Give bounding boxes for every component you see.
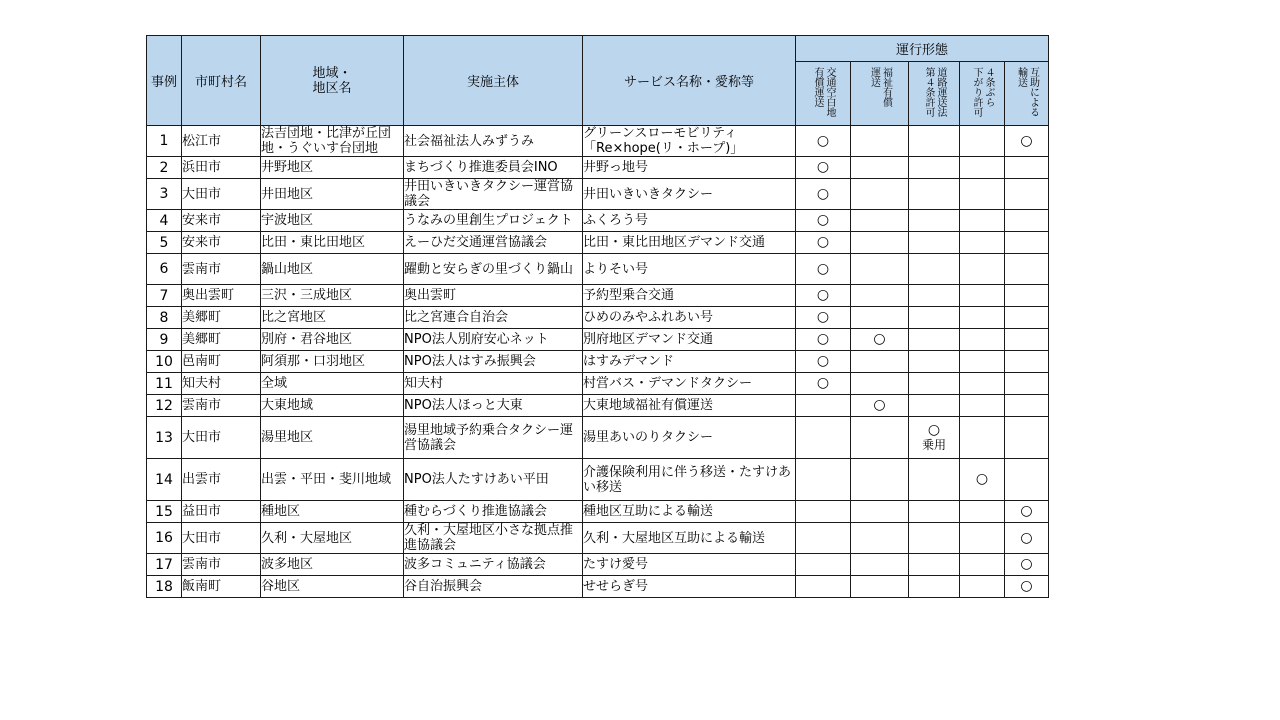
- row-mode-2-mark: [851, 576, 909, 598]
- row-mode-3-mark: [909, 395, 960, 417]
- row-municipality: 安来市: [182, 210, 261, 232]
- row-mode-2-mark: [851, 126, 909, 157]
- row-mode-2-mark: [851, 157, 909, 179]
- row-operator: NPO法人ほっと大東: [404, 395, 583, 417]
- row-mode-5-mark: [1005, 157, 1049, 179]
- mark-circle: ○: [816, 353, 830, 369]
- header-mode-1-col2: 有償運送: [812, 66, 823, 107]
- table-row: [147, 254, 1049, 285]
- mark-circle: ○: [816, 212, 830, 228]
- row-mode-1-mark: [796, 254, 851, 285]
- header-mode-2-col1: 福祉有償: [880, 66, 892, 107]
- row-mode-1-mark: [796, 373, 851, 395]
- row-mode-4-mark: [960, 210, 1005, 232]
- row-mode-2-mark: [851, 285, 909, 307]
- row-area: 久利・大屋地区: [261, 523, 404, 554]
- mark-circle: ○: [1020, 578, 1033, 594]
- row-mode-4-mark: [960, 395, 1005, 417]
- table-row: [147, 179, 1049, 210]
- row-mode-1-mark: [796, 351, 851, 373]
- row-number: 13: [147, 417, 182, 459]
- row-service: 大東地域福祉有償運送: [583, 395, 796, 417]
- mark-circle: ○: [816, 185, 830, 202]
- row-mode-5-mark: [1005, 523, 1049, 554]
- row-area: 三沢・三成地区: [261, 285, 404, 307]
- row-operator: NPO法人別府安心ネット: [404, 329, 583, 351]
- row-service: 予約型乗合交通: [583, 285, 796, 307]
- header-service: サービス名称・愛称等: [583, 36, 796, 126]
- row-mode-3-mark: [909, 307, 960, 329]
- row-mode-4-mark: [960, 459, 1005, 501]
- row-service: 井田いきいきタクシー: [583, 179, 796, 210]
- row-mode-5-mark: [1005, 576, 1049, 598]
- row-mode-5-mark: [1005, 307, 1049, 329]
- row-mode-4-mark: [960, 285, 1005, 307]
- row-mode-4-mark: [960, 329, 1005, 351]
- header-mode-5: [1005, 62, 1049, 126]
- row-mode-2-mark: [851, 554, 909, 576]
- row-number: 12: [147, 395, 182, 417]
- row-mode-1-mark: [796, 523, 851, 554]
- row-mode-5-mark: [1005, 254, 1049, 285]
- row-mode-2-mark: [851, 373, 909, 395]
- row-mode-2-mark: [851, 210, 909, 232]
- row-mode-5-mark: [1005, 417, 1049, 459]
- header-area-line2: 地区名: [312, 80, 352, 96]
- row-mode-4-mark: [960, 417, 1005, 459]
- header-area-line1: 地域・: [312, 65, 352, 81]
- row-operator: 久利・大屋地区小さな拠点推進協議会: [404, 523, 583, 554]
- row-mode-3-mark: [909, 232, 960, 254]
- row-area: 比之宮地区: [261, 307, 404, 329]
- table-row: [147, 329, 1049, 351]
- row-mode-5-mark: [1005, 395, 1049, 417]
- row-area: 井野地区: [261, 157, 404, 179]
- mark-circle: ○: [816, 132, 830, 149]
- header-example: 事例: [147, 36, 182, 126]
- row-municipality: 雲南市: [182, 554, 261, 576]
- row-mode-2-mark: [851, 417, 909, 459]
- row-mode-1-mark: [796, 501, 851, 523]
- row-mode-5-mark: [1005, 501, 1049, 523]
- row-operator: 湯里地域予約乗合タクシー運営協議会: [404, 417, 583, 459]
- row-operator: 躍動と安らぎの里づくり鍋山: [404, 254, 583, 285]
- row-operator: えーひだ交通運営協議会: [404, 232, 583, 254]
- row-operator: うなみの里創生プロジェクト: [404, 210, 583, 232]
- header-mode-3-col1: 道路運送法: [935, 66, 946, 117]
- row-area: 種地区: [261, 501, 404, 523]
- row-mode-1-mark: [796, 126, 851, 157]
- mark-circle: ○: [816, 287, 830, 303]
- row-mode-2-mark: [851, 459, 909, 501]
- row-mode-1-mark: [796, 179, 851, 210]
- row-operator: NPO法人たすけあい平田: [404, 459, 583, 501]
- header-mode-1-col1: 交通空白地: [824, 66, 835, 117]
- row-mode-5-mark: [1005, 232, 1049, 254]
- row-area: 湯里地区: [261, 417, 404, 459]
- row-number: 7: [147, 285, 182, 307]
- row-municipality: 飯南町: [182, 576, 261, 598]
- table-row: [147, 351, 1049, 373]
- row-mode-5-mark: [1005, 285, 1049, 307]
- row-mode-3-mark: [909, 459, 960, 501]
- row-municipality: 大田市: [182, 417, 261, 459]
- row-area: 全域: [261, 373, 404, 395]
- row-mode-3-mark: [909, 329, 960, 351]
- row-operator: 知夫村: [404, 373, 583, 395]
- row-area: 別府・君谷地区: [261, 329, 404, 351]
- header-mode-5-col2: 輸送: [1015, 66, 1027, 87]
- row-mode-2-mark: [851, 307, 909, 329]
- row-operator: 谷自治振興会: [404, 576, 583, 598]
- row-number: 9: [147, 329, 182, 351]
- row-area: 比田・東比田地区: [261, 232, 404, 254]
- row-municipality: 雲南市: [182, 395, 261, 417]
- table-row: [147, 417, 1049, 459]
- row-service: 比田・東比田地区デマンド交通: [583, 232, 796, 254]
- mark-circle: ○: [816, 309, 830, 325]
- row-mode-2-mark: [851, 179, 909, 210]
- mark-circle: ○: [1020, 529, 1033, 546]
- row-mode-3-mark: [909, 157, 960, 179]
- row-operator: 奥出雲町: [404, 285, 583, 307]
- row-mode-2-mark: [851, 351, 909, 373]
- row-mode-2-mark: [851, 501, 909, 523]
- row-mode-4-mark: [960, 373, 1005, 395]
- row-mode-5-mark: [1005, 373, 1049, 395]
- row-service: せせらぎ号: [583, 576, 796, 598]
- cases-table: [146, 35, 1049, 598]
- row-mode-2-mark: [851, 329, 909, 351]
- row-number: 11: [147, 373, 182, 395]
- header-operation-mode: 運行形態: [796, 36, 1049, 62]
- mark-circle: ○: [927, 421, 941, 438]
- row-mode-3-mark: [909, 373, 960, 395]
- header-mode-4: [960, 62, 1005, 126]
- row-mode-3-mark: [909, 417, 960, 459]
- header-mode-3: [909, 62, 960, 126]
- header-mode-3-col2: 第４条許可: [923, 66, 934, 117]
- mark-circle: ○: [873, 397, 886, 413]
- table-row: [147, 285, 1049, 307]
- row-mode-1-mark: [796, 285, 851, 307]
- row-mode-3-mark: [909, 501, 960, 523]
- mark-circle: ○: [816, 331, 830, 347]
- row-mode-4-mark: [960, 523, 1005, 554]
- row-mode-2-mark: [851, 232, 909, 254]
- row-mode-4-mark: [960, 254, 1005, 285]
- row-mode-3-mark: [909, 210, 960, 232]
- row-mode-1-mark: [796, 157, 851, 179]
- table-row: [147, 126, 1049, 157]
- header-mode-4-col1: ４条ぶら: [983, 66, 994, 107]
- table-row: [147, 157, 1049, 179]
- row-area: 大東地域: [261, 395, 404, 417]
- row-mode-3-mark: [909, 554, 960, 576]
- row-mode-3-mark: [909, 351, 960, 373]
- row-mode-1-mark: [796, 232, 851, 254]
- row-number: 10: [147, 351, 182, 373]
- row-service: たすけ愛号: [583, 554, 796, 576]
- row-service: よりそい号: [583, 254, 796, 285]
- row-mode-1-mark: [796, 417, 851, 459]
- header-mode-2: [851, 62, 909, 126]
- row-municipality: 奥出雲町: [182, 285, 261, 307]
- header-municipality: 市町村名: [182, 36, 261, 126]
- table-row: [147, 395, 1049, 417]
- row-mode-4-mark: [960, 179, 1005, 210]
- row-service: 村営バス・デマンドタクシー: [583, 373, 796, 395]
- row-municipality: 益田市: [182, 501, 261, 523]
- row-area: 井田地区: [261, 179, 404, 210]
- row-municipality: 安来市: [182, 232, 261, 254]
- row-number: 17: [147, 554, 182, 576]
- row-mode-4-mark: [960, 554, 1005, 576]
- row-mode-5-mark: [1005, 126, 1049, 157]
- mark-circle: ○: [816, 260, 830, 277]
- table-row: [147, 373, 1049, 395]
- row-number: 6: [147, 254, 182, 285]
- row-municipality: 出雲市: [182, 459, 261, 501]
- mark-circle: ○: [1020, 503, 1033, 519]
- mark-circle: ○: [1020, 556, 1033, 572]
- row-operator: NPO法人はすみ振興会: [404, 351, 583, 373]
- row-mode-4-mark: [960, 351, 1005, 373]
- table-row: [147, 523, 1049, 554]
- row-municipality: 知夫村: [182, 373, 261, 395]
- row-municipality: 邑南町: [182, 351, 261, 373]
- row-area: 宇波地区: [261, 210, 404, 232]
- row-service: 久利・大屋地区互助による輸送: [583, 523, 796, 554]
- row-service: 井野っ地号: [583, 157, 796, 179]
- row-municipality: 松江市: [182, 126, 261, 157]
- row-area: 波多地区: [261, 554, 404, 576]
- row-area: 鍋山地区: [261, 254, 404, 285]
- mark-circle: ○: [1020, 132, 1033, 149]
- row-mode-3-mark: [909, 254, 960, 285]
- row-service: はすみデマンド: [583, 351, 796, 373]
- mark-circle: ○: [816, 234, 830, 250]
- table-row: [147, 459, 1049, 501]
- mark-circle: ○: [816, 375, 830, 391]
- mark-note: 乗用: [921, 437, 946, 452]
- row-municipality: 雲南市: [182, 254, 261, 285]
- row-mode-3-mark: [909, 179, 960, 210]
- header-mode-5-col1: 互助による: [1027, 66, 1039, 117]
- row-municipality: 大田市: [182, 179, 261, 210]
- row-number: 14: [147, 459, 182, 501]
- row-number: 16: [147, 523, 182, 554]
- row-service: 別府地区デマンド交通: [583, 329, 796, 351]
- header-mode-2-col2: 運送: [868, 66, 880, 87]
- row-mode-3-mark: [909, 523, 960, 554]
- row-mode-4-mark: [960, 157, 1005, 179]
- row-municipality: 美郷町: [182, 307, 261, 329]
- table-body: [147, 126, 1049, 598]
- row-number: 5: [147, 232, 182, 254]
- row-mode-1-mark: [796, 459, 851, 501]
- row-mode-1-mark: [796, 210, 851, 232]
- table-row: [147, 554, 1049, 576]
- header-area: [261, 36, 404, 126]
- row-mode-4-mark: [960, 501, 1005, 523]
- row-mode-4-mark: [960, 126, 1005, 157]
- row-area: 谷地区: [261, 576, 404, 598]
- row-service: ふくろう号: [583, 210, 796, 232]
- row-municipality: 美郷町: [182, 329, 261, 351]
- row-operator: 井田いきいきタクシー運営協議会: [404, 179, 583, 210]
- row-operator: 比之宮連合自治会: [404, 307, 583, 329]
- row-mode-3-mark: [909, 285, 960, 307]
- row-mode-1-mark: [796, 576, 851, 598]
- row-area: 出雲・平田・斐川地域: [261, 459, 404, 501]
- row-number: 1: [147, 126, 182, 157]
- table-row: [147, 576, 1049, 598]
- row-number: 8: [147, 307, 182, 329]
- header-mode-1: [796, 62, 851, 126]
- row-service: ひめのみやふれあい号: [583, 307, 796, 329]
- row-mode-2-mark: [851, 523, 909, 554]
- table-row: [147, 307, 1049, 329]
- row-service: 介護保険利用に伴う移送・たすけあい移送: [583, 459, 796, 501]
- row-mode-1-mark: [796, 329, 851, 351]
- row-mode-5-mark: [1005, 210, 1049, 232]
- row-service: グリーンスローモビリティ「Re×hope(リ・ホープ)」: [583, 126, 796, 157]
- row-mode-4-mark: [960, 232, 1005, 254]
- row-mode-4-mark: [960, 307, 1005, 329]
- table-row: [147, 210, 1049, 232]
- row-mode-5-mark: [1005, 351, 1049, 373]
- row-mode-5-mark: [1005, 459, 1049, 501]
- row-number: 18: [147, 576, 182, 598]
- row-mode-1-mark: [796, 307, 851, 329]
- row-mode-5-mark: [1005, 554, 1049, 576]
- table-row: [147, 501, 1049, 523]
- table-row: [147, 232, 1049, 254]
- row-mode-4-mark: [960, 576, 1005, 598]
- row-mode-2-mark: [851, 395, 909, 417]
- row-mode-3-mark: [909, 576, 960, 598]
- mark-circle: ○: [873, 331, 886, 347]
- row-operator: 波多コミュニティ協議会: [404, 554, 583, 576]
- row-mode-1-mark: [796, 554, 851, 576]
- row-mode-3-mark: [909, 126, 960, 157]
- row-number: 4: [147, 210, 182, 232]
- row-municipality: 浜田市: [182, 157, 261, 179]
- header-operator: 実施主体: [404, 36, 583, 126]
- row-area: 法吉団地・比津が丘団地・うぐいす台団地: [261, 126, 404, 157]
- row-area: 阿須那・口羽地区: [261, 351, 404, 373]
- row-operator: まちづくり推進委員会INO: [404, 157, 583, 179]
- row-service: 湯里あいのりタクシー: [583, 417, 796, 459]
- mark-circle: ○: [816, 159, 830, 175]
- row-number: 15: [147, 501, 182, 523]
- row-service: 種地区互助による輸送: [583, 501, 796, 523]
- header-mode-4-col2: 下がり許可: [971, 66, 982, 117]
- row-mode-1-mark: [796, 395, 851, 417]
- row-mode-2-mark: [851, 254, 909, 285]
- row-mode-5-mark: [1005, 329, 1049, 351]
- row-number: 2: [147, 157, 182, 179]
- row-number: 3: [147, 179, 182, 210]
- row-operator: 種むらづくり推進協議会: [404, 501, 583, 523]
- row-operator: 社会福祉法人みずうみ: [404, 126, 583, 157]
- mark-circle: ○: [975, 471, 989, 487]
- row-municipality: 大田市: [182, 523, 261, 554]
- row-mode-5-mark: [1005, 179, 1049, 210]
